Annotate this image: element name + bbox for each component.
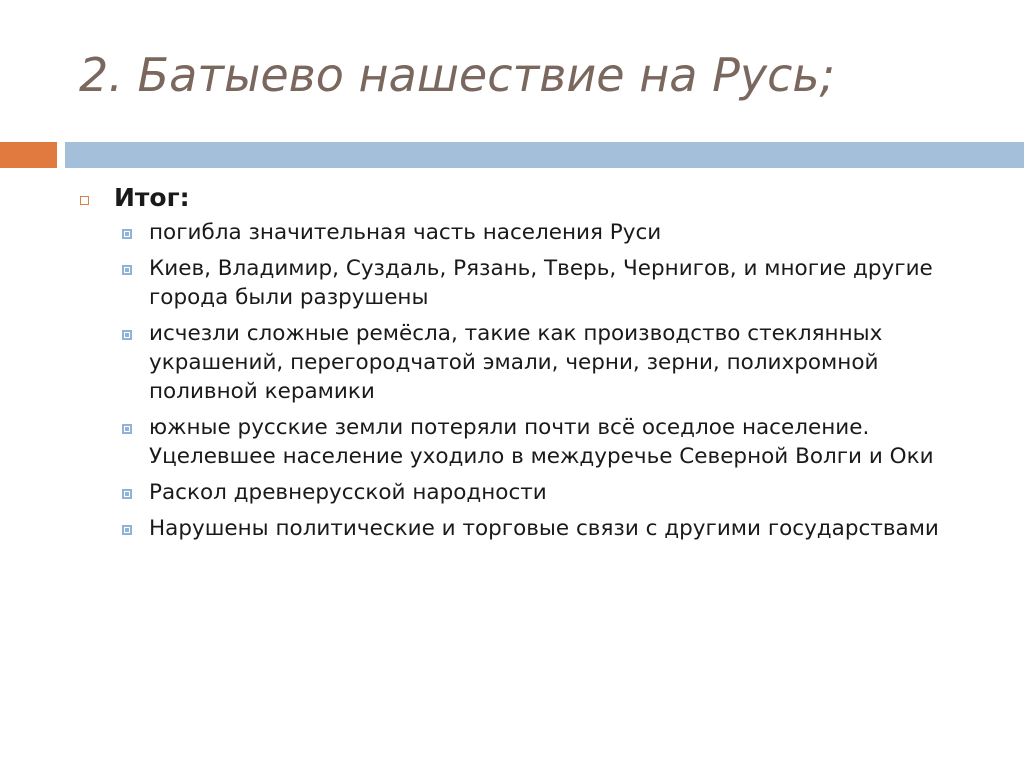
square-bullet-icon (122, 265, 132, 275)
hollow-square-bullet-icon (80, 196, 89, 205)
list-item (122, 319, 980, 406)
list-item (122, 254, 980, 312)
square-bullet-icon (122, 489, 132, 499)
accent-bar-orange (0, 142, 57, 168)
heading-itog: Итог: (114, 183, 190, 212)
square-bullet-icon (122, 424, 132, 434)
square-bullet-icon (122, 229, 132, 239)
list-item (122, 413, 980, 471)
list-item-text: южные русские земли потеряли почти всё оседлое население. Уцелевшее население уходило в междуречье Северной Волги и Оки (149, 415, 934, 469)
accent-bar-blue (65, 142, 1024, 168)
bullet-level1 (80, 180, 980, 216)
list-item-text: исчезли сложные ремёсла, такие как производство стеклянных украшений, перегородчатой эмали, черни, зерни, полихромной поливной керамики (149, 321, 883, 404)
square-bullet-icon (122, 330, 132, 340)
sub-bullet-list (122, 218, 980, 543)
slide-content (80, 180, 980, 550)
list-item-text: Нарушены политические и торговые связи с другими государствами (149, 516, 939, 541)
list-item (122, 478, 980, 507)
list-item (122, 514, 980, 543)
list-item-text: погибла значительная часть населения Руси (149, 220, 662, 245)
slide-title: 2. Батыево нашествие на Русь; (79, 48, 835, 102)
list-item (122, 218, 980, 247)
list-item-text: Киев, Владимир, Суздаль, Рязань, Тверь, Чернигов, и многие другие города были разрушены (149, 256, 933, 310)
list-item-text: Раскол древнерусской народности (149, 480, 547, 505)
square-bullet-icon (122, 525, 132, 535)
